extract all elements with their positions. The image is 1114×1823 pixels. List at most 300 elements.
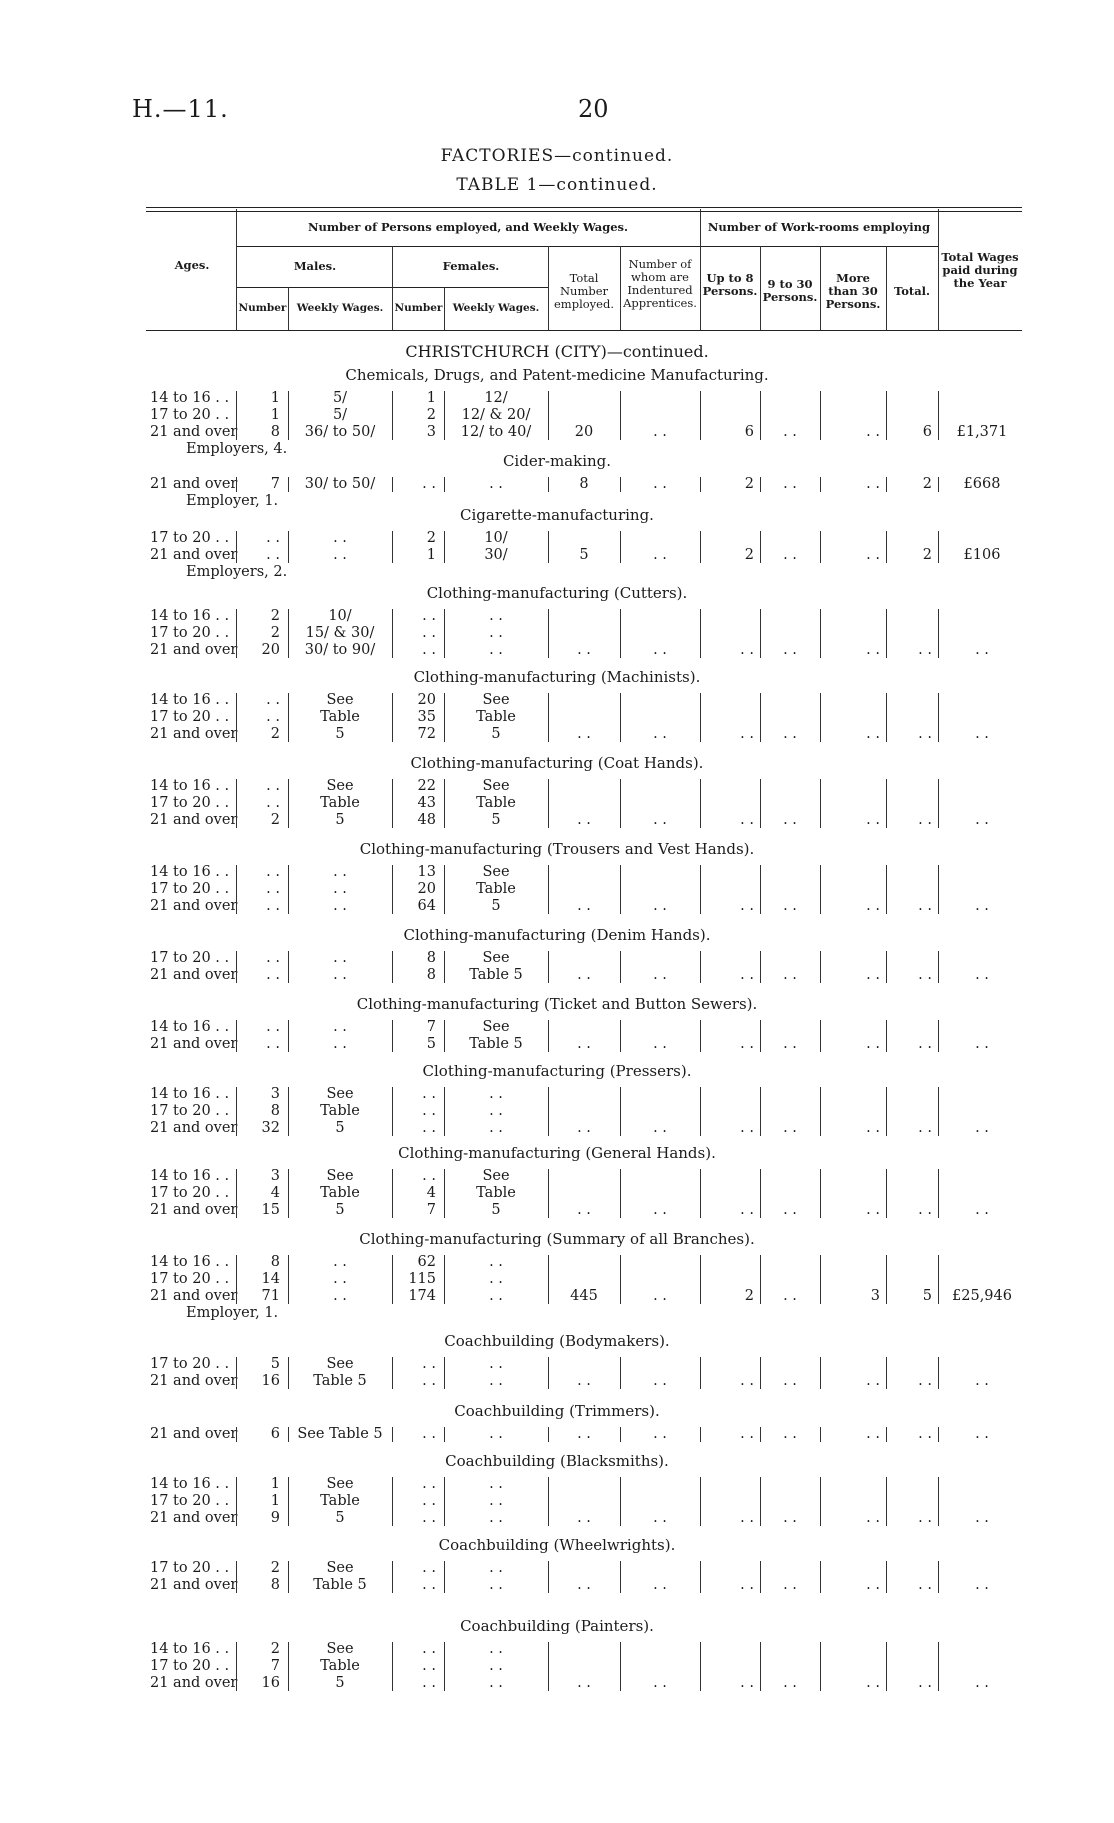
cell-f-num: . . xyxy=(422,642,436,658)
cell-m30: . . xyxy=(866,547,880,563)
cell-f-num: . . xyxy=(422,476,436,492)
cell-m-num: 2 xyxy=(270,625,280,641)
column-rule xyxy=(548,1169,549,1218)
cell-n930: . . xyxy=(783,1202,797,1218)
cell-age: 21 and over xyxy=(150,1577,238,1593)
cell-f-wages: 12/ to 40/ xyxy=(460,424,532,440)
cell-n930: . . xyxy=(783,476,797,492)
section-title: Clothing-manufacturing (Denim Hands). xyxy=(403,926,711,944)
column-rule xyxy=(548,477,549,492)
column-rule xyxy=(886,1477,887,1526)
cell-m-wages: Table xyxy=(320,1185,360,1201)
column-rule xyxy=(444,391,445,440)
column-rule xyxy=(700,1020,701,1052)
cell-f-num: . . xyxy=(422,1356,436,1372)
cell-f-num: 22 xyxy=(417,778,436,794)
column-rule xyxy=(236,477,237,492)
cell-f-wages: 12/ & 20/ xyxy=(461,407,531,423)
cell-m30: 3 xyxy=(870,1288,880,1304)
cell-m-wages: . . xyxy=(333,950,347,966)
cell-m-wages: 10/ xyxy=(328,608,352,624)
cell-age: 14 to 16 . . xyxy=(150,778,230,794)
cell-age: 21 and over xyxy=(150,1373,238,1389)
cell-m-wages: See xyxy=(326,1086,354,1102)
cell-f-wages: . . xyxy=(489,1254,503,1270)
column-rule xyxy=(886,779,887,828)
cell-f-num: 62 xyxy=(417,1254,436,1270)
col-9-to-30: 9 to 30 Persons. xyxy=(762,277,818,304)
cell-m-wages: See xyxy=(326,1476,354,1492)
column-rule xyxy=(886,693,887,742)
cell-up8: . . xyxy=(740,1120,754,1136)
cell-appr: . . xyxy=(653,1675,667,1691)
column-rule xyxy=(288,1427,289,1442)
cell-age: 17 to 20 . . xyxy=(150,1658,230,1674)
cell-appr: . . xyxy=(653,424,667,440)
column-rule xyxy=(820,1255,821,1304)
cell-m-wages: Table xyxy=(320,1103,360,1119)
cell-f-num: 72 xyxy=(417,726,436,742)
cell-m-num: 8 xyxy=(270,1577,280,1593)
cell-f-wages: . . xyxy=(489,1426,503,1442)
column-rule xyxy=(288,1357,289,1389)
cell-f-num: . . xyxy=(422,1426,436,1442)
column-rule xyxy=(886,1642,887,1691)
city-heading: CHRISTCHURCH (CITY)—continued. xyxy=(405,342,709,361)
column-rule xyxy=(620,1642,621,1691)
cell-m-num: . . xyxy=(266,881,280,897)
cell-tot: . . xyxy=(918,1426,932,1442)
column-rule xyxy=(236,609,237,658)
cell-m-wages: See xyxy=(326,1356,354,1372)
cell-appr: . . xyxy=(653,726,667,742)
cell-f-wages: See xyxy=(482,950,510,966)
cell-tot: . . xyxy=(918,898,932,914)
cell-n930: . . xyxy=(783,1373,797,1389)
cell-appr: . . xyxy=(653,1120,667,1136)
page-number: 20 xyxy=(578,95,609,123)
column-rule xyxy=(820,779,821,828)
col-total-wages: Total Wages paid during the Year xyxy=(941,250,1019,290)
column-rule xyxy=(938,531,939,563)
cell-wages: . . xyxy=(975,1675,989,1691)
cell-appr: . . xyxy=(653,1426,667,1442)
column-rule xyxy=(392,1642,393,1691)
column-rule xyxy=(548,865,549,914)
column-rule xyxy=(288,1477,289,1526)
cell-f-wages: See xyxy=(482,778,510,794)
column-rule xyxy=(820,609,821,658)
column-rule xyxy=(760,609,761,658)
cell-m30: . . xyxy=(866,898,880,914)
col-ages: Ages. xyxy=(174,258,210,272)
column-rule xyxy=(620,1477,621,1526)
cell-age: 17 to 20 . . xyxy=(150,795,230,811)
header-bottom-rule xyxy=(146,330,1022,331)
column-rule xyxy=(820,1169,821,1218)
column-rule xyxy=(288,779,289,828)
cell-m-num: . . xyxy=(266,950,280,966)
cell-f-wages: . . xyxy=(489,1103,503,1119)
cell-m-num: 3 xyxy=(270,1086,280,1102)
column-rule xyxy=(236,1427,237,1442)
column-rule xyxy=(444,1020,445,1052)
col-persons-group: Number of Persons employed, and Weekly Wages. xyxy=(307,220,629,234)
document-title: FACTORIES—continued. xyxy=(440,146,674,166)
cell-up8: . . xyxy=(740,1510,754,1526)
cell-m-wages: Table xyxy=(320,709,360,725)
cell-m-num: 7 xyxy=(270,476,280,492)
cell-f-wages: . . xyxy=(489,1675,503,1691)
cell-f-num: . . xyxy=(422,1168,436,1184)
cell-f-wages: . . xyxy=(489,1493,503,1509)
column-rule xyxy=(886,531,887,563)
column-rule xyxy=(820,1477,821,1526)
column-rule xyxy=(236,1561,237,1593)
cell-m-wages: . . xyxy=(333,1036,347,1052)
section-title: Cigarette-manufacturing. xyxy=(460,506,654,524)
cell-m-num: 6 xyxy=(270,1426,280,1442)
column-rule xyxy=(700,865,701,914)
cell-wages: . . xyxy=(975,1036,989,1052)
column-rule xyxy=(760,779,761,828)
cell-age: 21 and over xyxy=(150,1202,238,1218)
cell-m30: . . xyxy=(866,642,880,658)
cell-appr: . . xyxy=(653,898,667,914)
column-rule xyxy=(444,1357,445,1389)
column-rule xyxy=(392,779,393,828)
cell-age: 21 and over xyxy=(150,547,238,563)
column-rule xyxy=(760,531,761,563)
column-rule xyxy=(548,1087,549,1136)
column-rule xyxy=(620,1427,621,1442)
cell-age: 21 and over xyxy=(150,1510,238,1526)
column-rule xyxy=(620,391,621,440)
cell-m-num: . . xyxy=(266,864,280,880)
cell-f-wages: . . xyxy=(489,608,503,624)
cell-up8: . . xyxy=(740,1036,754,1052)
cell-up8: . . xyxy=(740,1426,754,1442)
employers-note: Employers, 4. xyxy=(186,441,288,457)
col-females: Females. xyxy=(442,259,500,273)
cell-f-wages: 10/ xyxy=(484,530,508,546)
cell-f-num: . . xyxy=(422,1641,436,1657)
cell-f-num: . . xyxy=(422,1373,436,1389)
column-rule xyxy=(288,609,289,658)
column-rule xyxy=(392,1561,393,1593)
cell-f-wages: . . xyxy=(489,1356,503,1372)
column-rule xyxy=(886,1427,887,1442)
section-title: Clothing-manufacturing (Cutters). xyxy=(426,584,688,602)
cell-appr: . . xyxy=(653,812,667,828)
cell-m-wages: . . xyxy=(333,864,347,880)
column-rule xyxy=(392,865,393,914)
cell-up8: 2 xyxy=(744,1288,754,1304)
col-male-wages: Weekly Wages. xyxy=(296,302,384,314)
column-rule xyxy=(548,693,549,742)
persons-group-rule xyxy=(236,246,700,247)
column-rule xyxy=(700,391,701,440)
column-rule xyxy=(392,1020,393,1052)
column-rule xyxy=(620,531,621,563)
cell-f-num: . . xyxy=(422,1560,436,1576)
cell-m-wages: . . xyxy=(333,967,347,983)
column-rule xyxy=(444,1642,445,1691)
cell-appr: . . xyxy=(653,1577,667,1593)
column-rule xyxy=(938,391,939,440)
document-code: H.—11. xyxy=(132,95,229,123)
cell-appr: . . xyxy=(653,1373,667,1389)
column-rule xyxy=(444,477,445,492)
cell-wages: £668 xyxy=(963,476,1001,492)
column-rule xyxy=(548,779,549,828)
cell-up8: . . xyxy=(740,898,754,914)
cell-f-wages: See xyxy=(482,864,510,880)
section-title: Cider-making. xyxy=(502,452,612,470)
column-rule xyxy=(444,1427,445,1442)
cell-m-num: 3 xyxy=(270,1168,280,1184)
cell-appr: . . xyxy=(653,1036,667,1052)
cell-f-num: . . xyxy=(422,1086,436,1102)
cell-appr: . . xyxy=(653,642,667,658)
column-rule xyxy=(620,1255,621,1304)
cell-total: . . xyxy=(577,1510,591,1526)
col-total-employed: Total Number employed. xyxy=(554,271,614,311)
cell-age: 17 to 20 . . xyxy=(150,530,230,546)
column-rule xyxy=(236,1255,237,1304)
cell-wages: . . xyxy=(975,642,989,658)
column-rule xyxy=(236,865,237,914)
cell-m30: . . xyxy=(866,1036,880,1052)
column-rule xyxy=(820,693,821,742)
col-up-to-8: Up to 8 Persons. xyxy=(702,271,758,298)
cell-f-num: . . xyxy=(422,1103,436,1119)
cell-m-num: 8 xyxy=(270,424,280,440)
column-rule xyxy=(392,1357,393,1389)
cell-total: . . xyxy=(577,726,591,742)
cell-age: 14 to 16 . . xyxy=(150,1019,230,1035)
column-rule xyxy=(938,477,939,492)
cell-m-wages: See xyxy=(326,778,354,794)
cell-f-num: . . xyxy=(422,1675,436,1691)
cell-age: 17 to 20 . . xyxy=(150,950,230,966)
cell-f-wages: Table xyxy=(476,881,516,897)
column-rule xyxy=(700,951,701,983)
column-rule xyxy=(886,1357,887,1389)
cell-wages: . . xyxy=(975,812,989,828)
cell-total: . . xyxy=(577,812,591,828)
section-title: Clothing-manufacturing (Ticket and Button Sewers). xyxy=(356,995,758,1013)
column-rule xyxy=(392,477,393,492)
cell-appr: . . xyxy=(653,476,667,492)
column-rule xyxy=(760,1561,761,1593)
cell-f-num: 43 xyxy=(417,795,436,811)
column-rule xyxy=(820,1020,821,1052)
column-rule xyxy=(620,477,621,492)
cell-age: 17 to 20 . . xyxy=(150,625,230,641)
cell-m30: . . xyxy=(866,1373,880,1389)
cell-m-num: 7 xyxy=(270,1658,280,1674)
column-rule xyxy=(288,1087,289,1136)
cell-m-num: 2 xyxy=(270,726,280,742)
cell-f-wages: Table xyxy=(476,795,516,811)
cell-m-wages: 15/ & 30/ xyxy=(305,625,375,641)
column-rule xyxy=(392,693,393,742)
column-rule xyxy=(288,865,289,914)
cell-tot: . . xyxy=(918,726,932,742)
column-rule xyxy=(620,1169,621,1218)
cell-m-wages: . . xyxy=(333,547,347,563)
column-rule xyxy=(820,1642,821,1691)
cell-m-num: 2 xyxy=(270,1560,280,1576)
cell-age: 21 and over xyxy=(150,1288,238,1304)
column-rule xyxy=(288,1561,289,1593)
column-rule xyxy=(236,1357,237,1389)
column-rule xyxy=(700,477,701,492)
cell-m30: . . xyxy=(866,1577,880,1593)
cell-age: 14 to 16 . . xyxy=(150,390,230,406)
cell-m-wages: . . xyxy=(333,530,347,546)
cell-m-wages: 5 xyxy=(335,1202,345,1218)
cell-f-num: 20 xyxy=(417,881,436,897)
section-title: Coachbuilding (Wheelwrights). xyxy=(438,1536,676,1554)
cell-m30: . . xyxy=(866,1120,880,1136)
cell-f-num: 8 xyxy=(426,967,436,983)
column-rule xyxy=(938,1020,939,1052)
cell-total: . . xyxy=(577,1426,591,1442)
cell-n930: . . xyxy=(783,642,797,658)
cell-appr: . . xyxy=(653,547,667,563)
cell-appr: . . xyxy=(653,1288,667,1304)
column-rule xyxy=(820,391,821,440)
column-rule xyxy=(392,951,393,983)
column-rule xyxy=(392,1087,393,1136)
cell-n930: . . xyxy=(783,547,797,563)
column-rule xyxy=(236,1020,237,1052)
cell-tot: 6 xyxy=(922,424,932,440)
cell-wages: . . xyxy=(975,967,989,983)
column-rule xyxy=(700,779,701,828)
cell-age: 14 to 16 . . xyxy=(150,864,230,880)
column-rule xyxy=(548,1255,549,1304)
column-rule xyxy=(620,1087,621,1136)
column-rule xyxy=(938,1255,939,1304)
column-rule xyxy=(392,1169,393,1218)
cell-up8: . . xyxy=(740,1675,754,1691)
column-rule xyxy=(886,1020,887,1052)
cell-tot: . . xyxy=(918,967,932,983)
column-rule xyxy=(938,1087,939,1136)
column-rule xyxy=(938,1561,939,1593)
cell-f-wages: Table xyxy=(476,709,516,725)
cell-f-wages: 5 xyxy=(491,898,501,914)
col-more-than-30: More than 30 Persons. xyxy=(825,271,881,311)
column-rule xyxy=(236,693,237,742)
cell-f-num: . . xyxy=(422,1493,436,1509)
cell-tot: 2 xyxy=(922,476,932,492)
section-title: Coachbuilding (Blacksmiths). xyxy=(445,1452,669,1470)
cell-f-wages: . . xyxy=(489,1373,503,1389)
column-rule xyxy=(938,609,939,658)
cell-total: . . xyxy=(577,967,591,983)
section-title: Coachbuilding (Trimmers). xyxy=(454,1402,660,1420)
column-rule xyxy=(700,531,701,563)
column-rule xyxy=(548,1477,549,1526)
cell-tot: . . xyxy=(918,1577,932,1593)
column-rule xyxy=(548,609,549,658)
col-male-number: Number xyxy=(238,302,287,314)
cell-f-num: 64 xyxy=(417,898,436,914)
column-rule xyxy=(236,779,237,828)
cell-total: . . xyxy=(577,1036,591,1052)
cell-n930: . . xyxy=(783,812,797,828)
cell-n930: . . xyxy=(783,1036,797,1052)
cell-m-num: . . xyxy=(266,778,280,794)
cell-m-wages: Table 5 xyxy=(313,1373,367,1389)
cell-m-wages: See xyxy=(326,1168,354,1184)
cell-m-wages: . . xyxy=(333,1271,347,1287)
col-female-number: Number xyxy=(394,302,443,314)
cell-f-wages: . . xyxy=(489,1510,503,1526)
cell-m-num: 14 xyxy=(261,1271,280,1287)
cell-f-wages: . . xyxy=(489,1476,503,1492)
column-rule xyxy=(444,1477,445,1526)
column-rule xyxy=(444,531,445,563)
cell-m-num: . . xyxy=(266,709,280,725)
cell-wages: £106 xyxy=(963,547,1001,563)
column-rule xyxy=(288,1020,289,1052)
cell-f-num: . . xyxy=(422,1510,436,1526)
cell-m-num: 5 xyxy=(270,1356,280,1372)
column-rule xyxy=(236,1642,237,1691)
section-title: Coachbuilding (Bodymakers). xyxy=(444,1332,670,1350)
cell-age: 17 to 20 . . xyxy=(150,407,230,423)
column-rule xyxy=(760,1020,761,1052)
cell-f-wages: . . xyxy=(489,1658,503,1674)
column-rule xyxy=(938,951,939,983)
column-rule xyxy=(288,1642,289,1691)
column-rule xyxy=(700,1561,701,1593)
cell-age: 21 and over xyxy=(150,1036,238,1052)
cell-m30: . . xyxy=(866,726,880,742)
cell-f-num: 20 xyxy=(417,692,436,708)
column-rule xyxy=(938,1642,939,1691)
column-rule xyxy=(620,865,621,914)
section-title: Clothing-manufacturing (Machinists). xyxy=(413,668,701,686)
column-rule xyxy=(760,1477,761,1526)
col-workrooms-group: Number of Work-rooms employing xyxy=(707,220,931,234)
column-rule xyxy=(938,1427,939,1442)
column-rule xyxy=(392,609,393,658)
cell-m-wages: 5 xyxy=(335,812,345,828)
cell-m-wages: See xyxy=(326,1641,354,1657)
cell-appr: . . xyxy=(653,1202,667,1218)
column-rule xyxy=(820,477,821,492)
cell-m-num: 1 xyxy=(270,1476,280,1492)
cell-f-wages: . . xyxy=(489,1560,503,1576)
cell-up8: 2 xyxy=(744,547,754,563)
column-rule xyxy=(444,779,445,828)
cell-f-wages: . . xyxy=(489,1577,503,1593)
column-rule xyxy=(938,865,939,914)
column-rule xyxy=(700,609,701,658)
cell-m-num: 2 xyxy=(270,812,280,828)
column-rule xyxy=(760,1642,761,1691)
cell-total: 8 xyxy=(579,476,589,492)
column-rule xyxy=(886,1561,887,1593)
column-rule xyxy=(700,1169,701,1218)
cell-m-num: 1 xyxy=(270,407,280,423)
